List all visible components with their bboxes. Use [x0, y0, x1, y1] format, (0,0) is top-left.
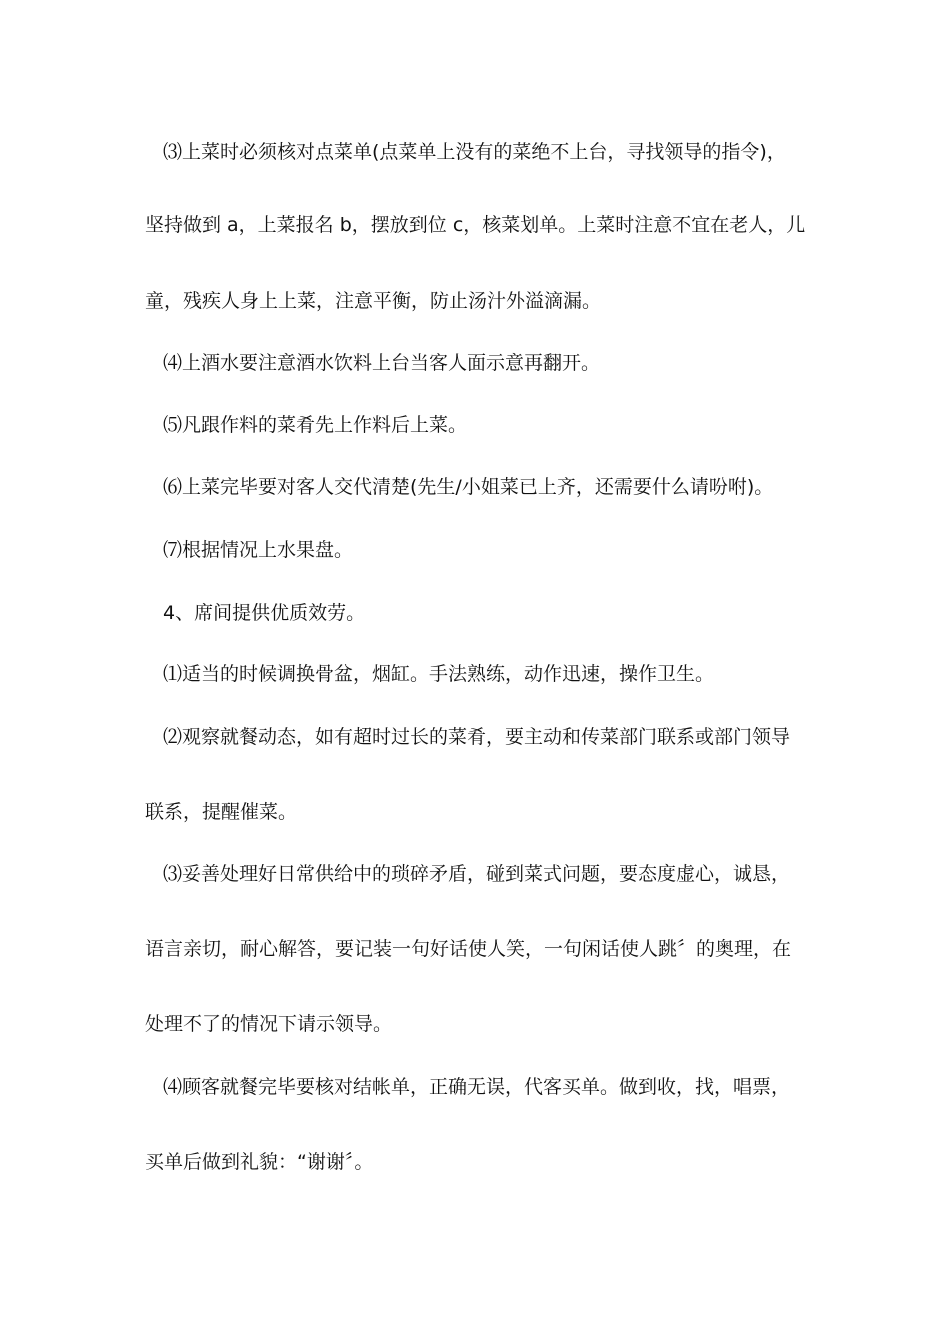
- text-line-2: 坚持做到 a，上菜报名 b，摆放到位 c，核菜划单。上菜时注意不宜在老人，儿: [145, 214, 806, 236]
- text-line-9: ⑴适当的时候调换骨盆，烟缸。手法熟练，动作迅速，操作卫生。: [163, 663, 715, 685]
- section-heading: 4、席间提供优质效劳。: [163, 602, 366, 624]
- text-line-12: ⑶妥善处理好日常供给中的琐碎矛盾，碰到菜式问题，要态度虚心，诚恳，: [163, 863, 791, 885]
- text-line-15: ⑷顾客就餐完毕要核对结帐单，正确无误，代客买单。做到收，找，唱票，: [163, 1076, 791, 1098]
- text-line-14: 处理不了的情况下请示领导。: [145, 1013, 393, 1035]
- text-line-7: ⑺根据情况上水果盘。: [163, 539, 354, 561]
- text-line-13: 语言亲切，耐心解答，要记装一句好话使人笑，一句闲话使人跳〞的奥理，在: [145, 938, 792, 960]
- text-line-4: ⑷上酒水要注意酒水饮料上台当客人面示意再翻开。: [163, 352, 601, 374]
- text-line-11: 联系，提醒催菜。: [145, 801, 298, 823]
- text-line-5: ⑸凡跟作料的菜肴先上作料后上菜。: [163, 414, 468, 436]
- text-line-1: ⑶上菜时必须核对点菜单(点菜单上没有的菜绝不上台，寻找领导的指令)，: [163, 141, 786, 163]
- text-line-16: 买单后做到礼貌：“谢谢〞。: [145, 1151, 374, 1173]
- text-line-3: 童，残疾人身上上菜，注意平衡，防止汤汁外溢滴漏。: [145, 290, 602, 312]
- text-line-6: ⑹上菜完毕要对客人交代清楚(先生/小姐菜已上齐，还需要什么请吩咐)。: [163, 476, 774, 498]
- text-line-10: ⑵观察就餐动态，如有超时过长的菜肴，要主动和传菜部门联系或部门领导: [163, 726, 791, 748]
